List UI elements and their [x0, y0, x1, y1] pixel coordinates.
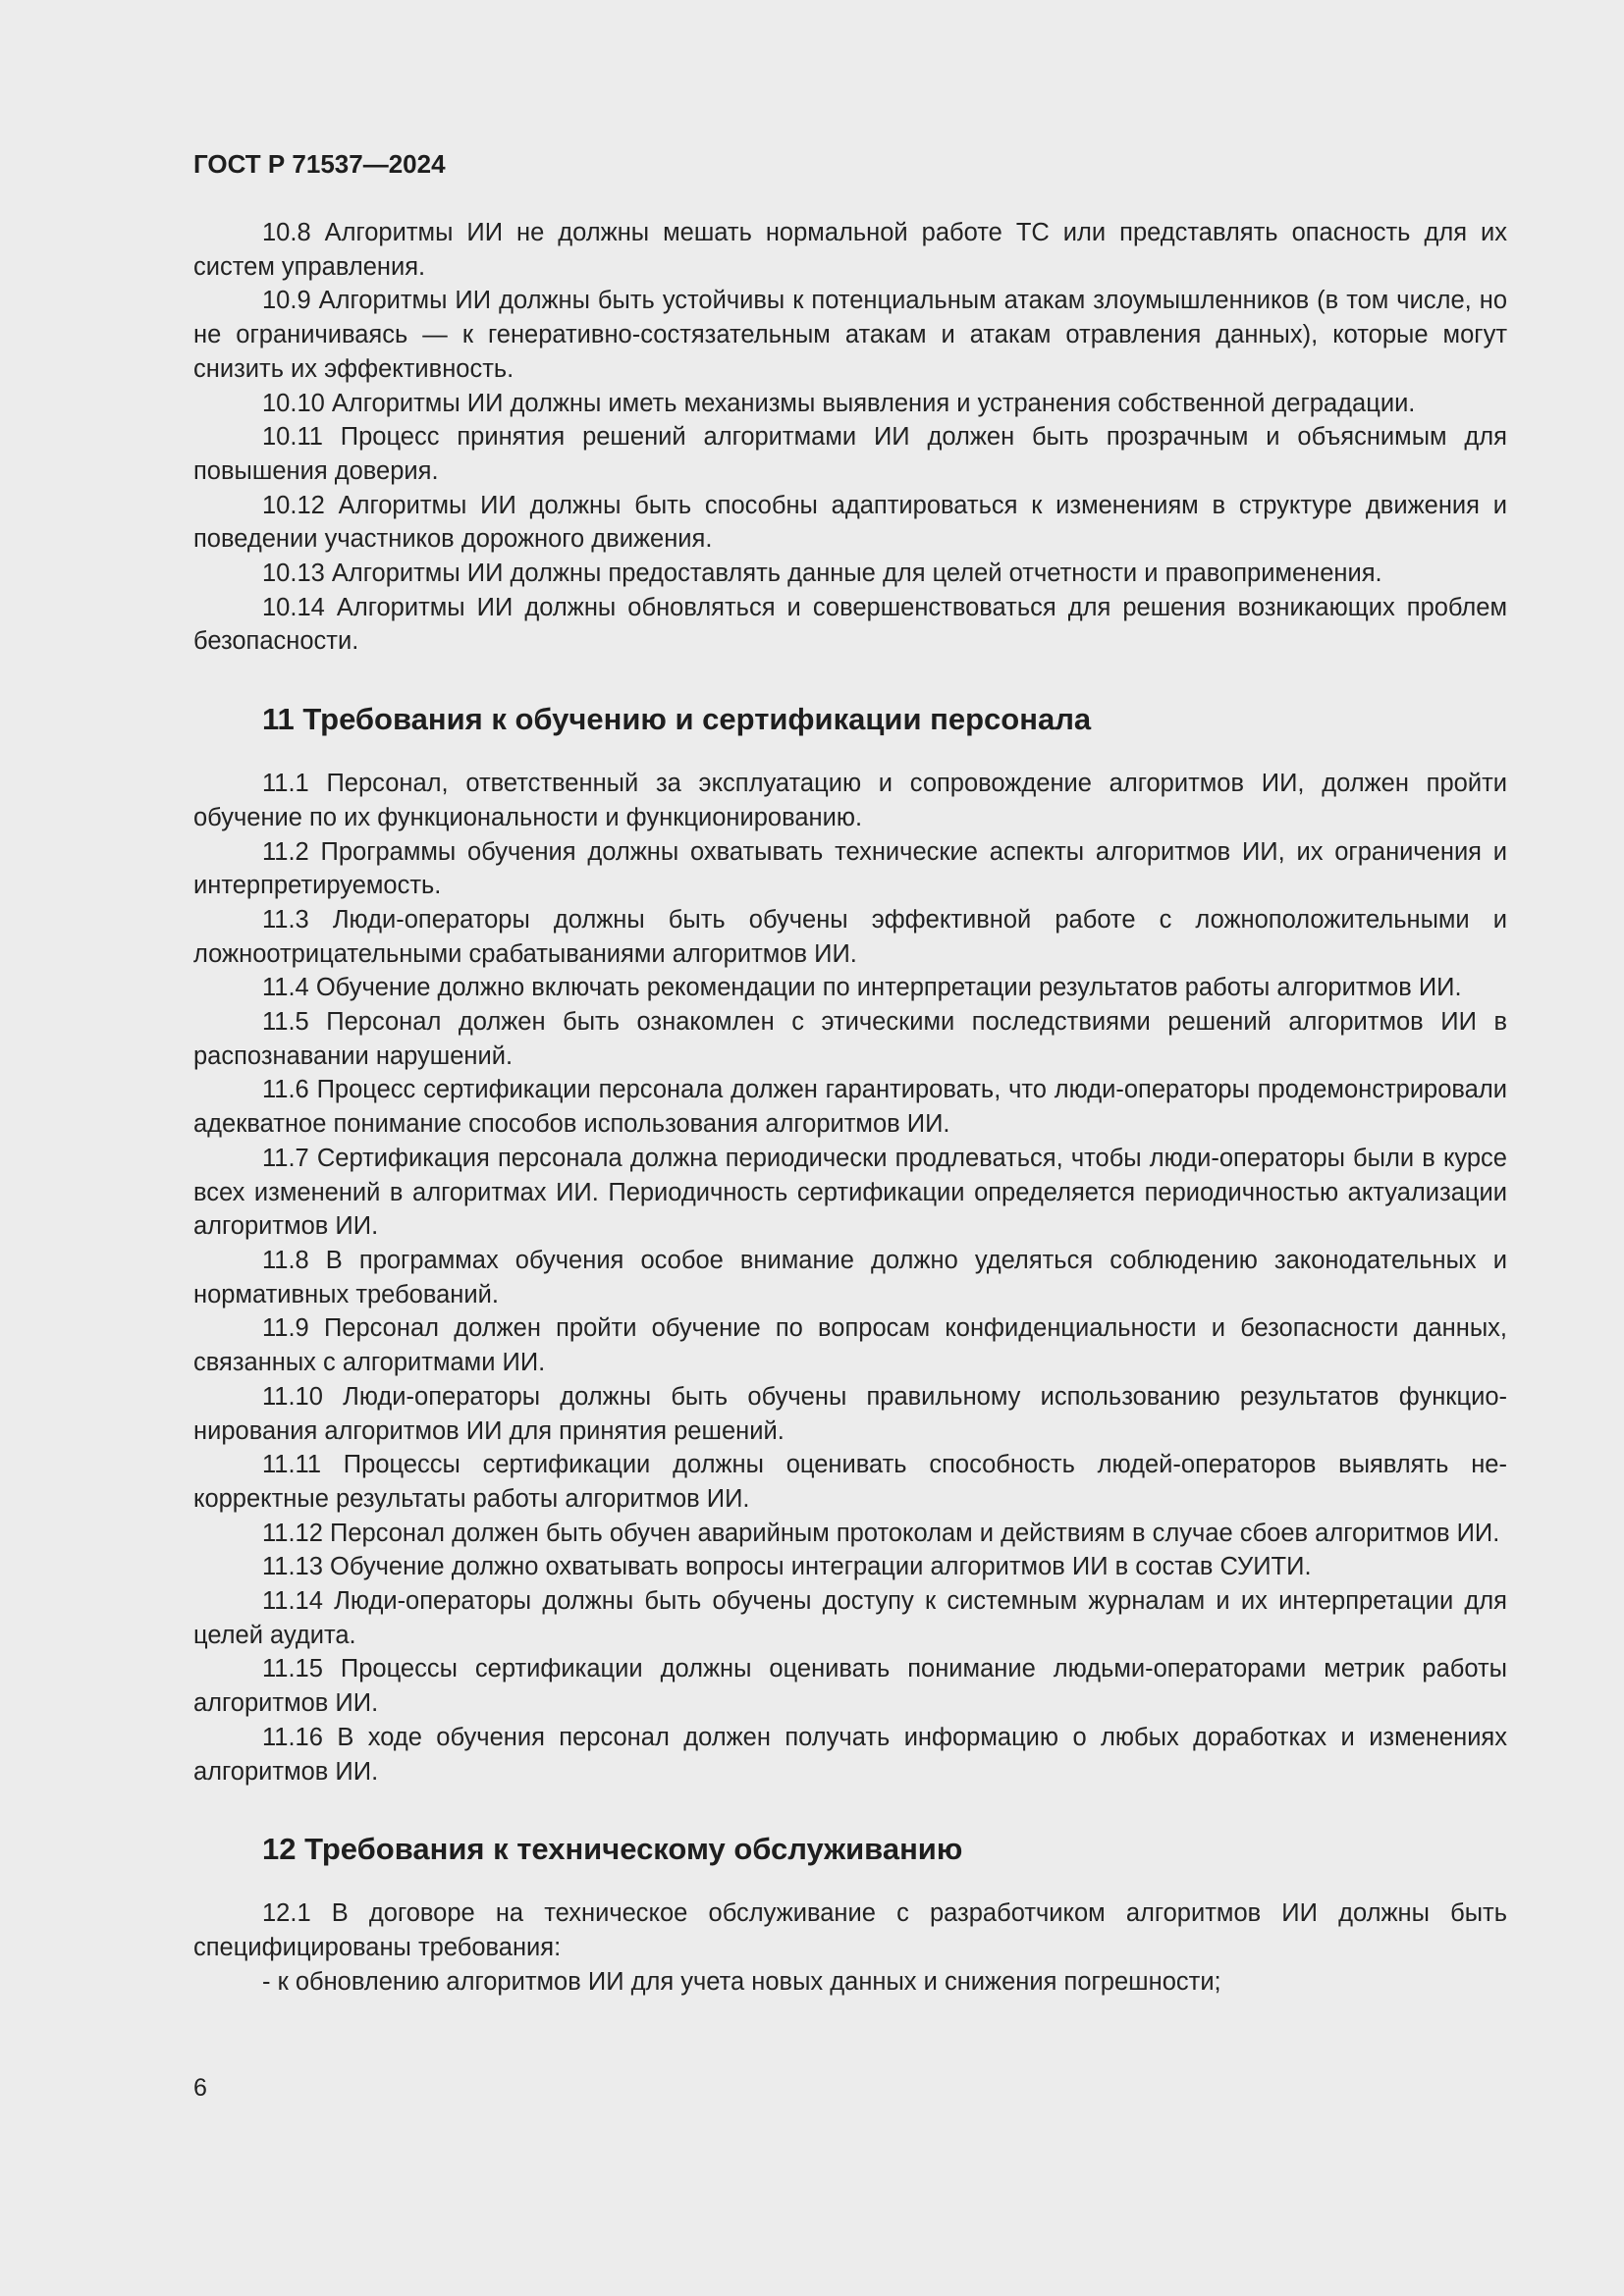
clause-11-3: 11.3 Люди-операторы должны быть обучены эффективной работе с ложноположительными и ложноотрицательными срабатываниями алгоритмов ИИ.: [193, 905, 1507, 968]
document-page: [193, 147, 1507, 1999]
clause-11-1: 11.1 Персонал, ответственный за эксплуатацию и сопровождение алгоритмов ИИ, должен пройти обучение по их функциональности и функционированию.: [193, 770, 1507, 831]
clause-11-12: 11.12 Персонал должен быть обучен аварийным протоколам и действиям в случае сбоев алгоритмов ИИ.: [262, 1519, 1500, 1547]
clause-11-4: 11.4 Обучение должно включать рекомендации по интерпретации результатов работы алгоритмов ИИ.: [262, 974, 1462, 1002]
clause-11-7: 11.7 Сертификация персонала должна периодически продлеваться, чтобы люди-операторы были в курсе всех изменений в алгоритмах ИИ. Периодичность сертификации определяется периодичностью актуализации алгоритмов ИИ.: [193, 1144, 1507, 1241]
clause-11-9: 11.9 Персонал должен пройти обучение по вопросам конфиденциальности и безопасности данных, связанных с алгоритмами ИИ.: [193, 1314, 1507, 1377]
clause-10-14: 10.14 Алгоритмы ИИ должны обновляться и совершенствоваться для решения возникающих проблем безопасности.: [193, 593, 1507, 656]
section-11-title: 11 Требования к обучению и сертификации персонала: [262, 702, 1092, 737]
clause-11-13: 11.13 Обучение должно охватывать вопросы интеграции алгоритмов ИИ в состав СУИТИ.: [262, 1553, 1312, 1581]
clause-12-1: 12.1 В договоре на техническое обслуживание с разработчиком алгоритмов ИИ должны быть специфицированы требования:: [193, 1899, 1507, 1961]
section-10-items: [193, 216, 1507, 659]
clause-11-8: 11.8 В программах обучения особое внимание должно уделяться соблюдению законодательных и нормативных требований.: [193, 1246, 1507, 1308]
clause-11-6: 11.6 Процесс сертификации персонала должен гарантировать, что люди-операторы продемонстрировали адекватное понимание способов использования алгоритмов ИИ.: [193, 1076, 1507, 1139]
clause-11-14: 11.14 Люди-операторы должны быть обучены доступу к системным журналам и их интерпретации для целей аудита.: [193, 1587, 1507, 1649]
section-11-items: [193, 767, 1507, 1789]
clause-11-11: 11.11 Процессы сертификации должны оценивать способность людей-операторов выявлять некорректные результаты работы алгоритмов ИИ.: [193, 1451, 1507, 1513]
section-12-title: 12 Требования к техническому обслуживанию: [262, 1832, 963, 1867]
document-header: ГОСТ Р 71537—2024: [193, 149, 446, 179]
clause-11-16: 11.16 В ходе обучения персонал должен получать информацию о любых доработках и изменениях алгоритмов ИИ.: [193, 1723, 1507, 1786]
clause-10-11: 10.11 Процесс принятия решений алгоритмами ИИ должен быть прозрачным и объяснимым для повышения доверия.: [193, 423, 1507, 485]
clause-10-8: 10.8 Алгоритмы ИИ не должны мешать нормальной работе ТС или представлять опасность для их систем управления.: [193, 219, 1507, 281]
clause-10-10: 10.10 Алгоритмы ИИ должны иметь механизмы выявления и устранения собственной деградации.: [262, 389, 1416, 417]
clause-10-13: 10.13 Алгоритмы ИИ должны предоставлять данные для целей отчетности и правоприменения.: [262, 560, 1382, 588]
clause-11-10: 11.10 Люди-операторы должны быть обучены правильному использованию результатов функционирования алгоритмов ИИ для принятия решений.: [193, 1382, 1507, 1445]
section-12-items: [193, 1896, 1507, 1999]
list-item: - к обновлению алгоритмов ИИ для учета новых данных и снижения погрешности;: [262, 1967, 1221, 1996]
clause-11-5: 11.5 Персонал должен быть ознакомлен с этическими последствиями решений алгоритмов ИИ в распознавании нарушений.: [193, 1008, 1507, 1070]
clause-11-15: 11.15 Процессы сертификации должны оценивать понимание людьми-операторами метрик работы алгоритмов ИИ.: [193, 1655, 1507, 1718]
clause-10-9: 10.9 Алгоритмы ИИ должны быть устойчивы к потенциальным атакам злоумышленников (в том числе, но не ограничиваясь — к генеративно-состязательным атакам и атакам отравления данных), которые могут снизить их эффективность.: [193, 287, 1507, 383]
clause-11-2: 11.2 Программы обучения должны охватывать технические аспекты алгоритмов ИИ, их ограничения и интерпретируемость.: [193, 837, 1507, 900]
clause-10-12: 10.12 Алгоритмы ИИ должны быть способны адаптироваться к изменениям в структуре движения и поведении участников дорожного движения.: [193, 491, 1507, 554]
page-number: 6: [193, 2074, 207, 2102]
